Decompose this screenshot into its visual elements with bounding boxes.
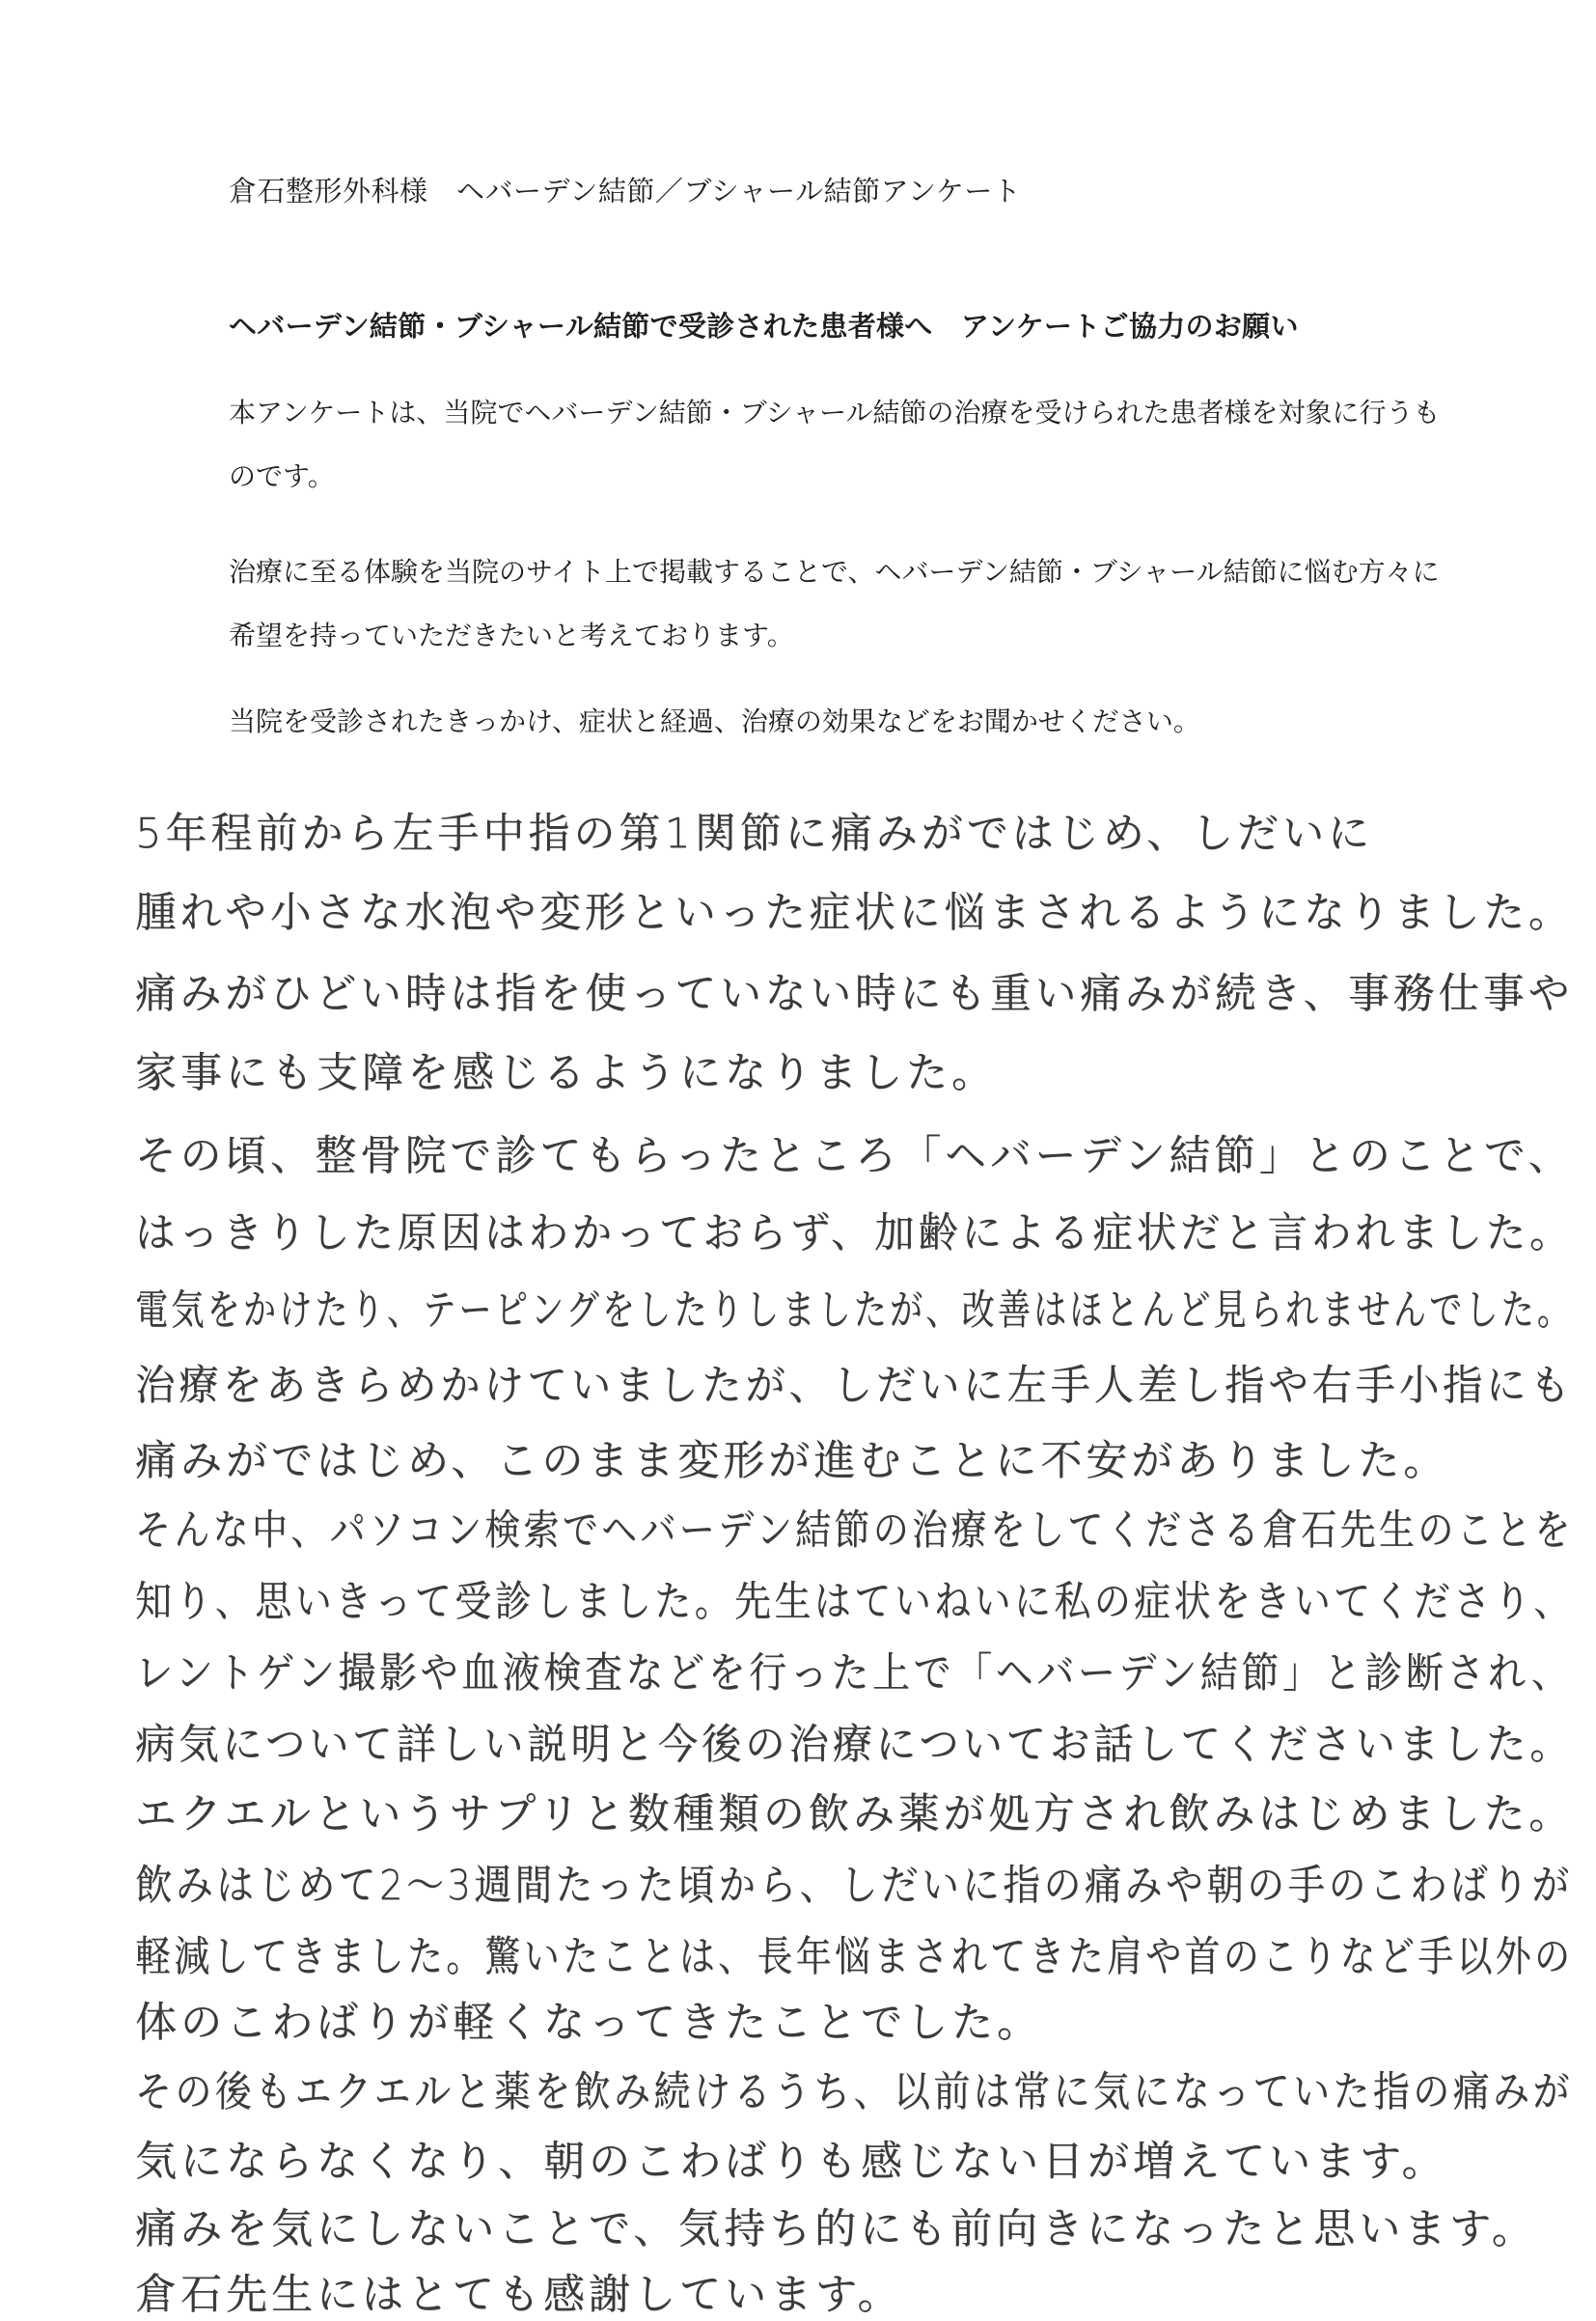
handwritten-line: 飲みはじめて2〜3週間たった頃から、しだいに指の痛みや朝の手のこわばりが: [135, 1862, 1573, 1910]
intro-paragraph-prompt: 当院を受診されたきっかけ、症状と経過、治療の効果などをお聞かせください。: [229, 705, 1200, 737]
handwritten-line: エクエルというサプリと数種類の飲み薬が処方され飲みはじめました。: [135, 1790, 1574, 1838]
handwritten-line: 痛みを気にしないことで、気持ち的にも前向きになったと思います。: [135, 2205, 1537, 2253]
handwritten-line: 体のこわばりが軽くなってきたことでした。: [135, 1999, 1042, 2047]
handwritten-line: 痛みがではじめ、このまま変形が進むことに不安がありました。: [135, 1437, 1449, 1485]
handwritten-line: 家事にも支障を感じるようになりました。: [135, 1049, 997, 1097]
handwritten-line: レントゲン撮影や血液検査などを行った上で「ヘバーデン結節」と診断され、: [135, 1649, 1573, 1698]
handwritten-line: 病気について詳しい説明と今後の治療についてお話してくださいました。: [135, 1721, 1574, 1769]
survey-header-title: 倉石整形外科様 ヘバーデン結節／ブシャール結節アンケート: [229, 175, 1022, 207]
handwritten-line: その後もエクエルと薬を飲み続けるうち、以前は常に気になっていた指の痛みが: [135, 2068, 1573, 2116]
handwritten-line: 治療をあきらめかけていましたが、しだいに左手人差し指や右手小指にも: [135, 1362, 1574, 1410]
handwritten-line: 電気をかけたり、テーピングをしたりしましたが、改善はほとんど見られませんでした。: [135, 1286, 1574, 1335]
handwritten-line: 5年程前から左手中指の第1関節に痛みがではじめ、しだいに: [135, 810, 1373, 858]
handwritten-line: 痛みがひどい時は指を使っていない時にも重い痛みが続き、事務仕事や: [135, 970, 1574, 1018]
intro-paragraph-aim: 治療に至る体験を当院のサイト上で掲載することで、ヘバーデン結節・ブシャール結節に悩む方々に希望を持っていただきたいと考えております。: [229, 556, 1440, 651]
handwritten-line: 腫れや小さな水泡や変形といった症状に悩まされるようになりました。: [135, 889, 1574, 937]
handwritten-line: 気にならなくなり、朝のこわばりも感じない日が増えています。: [135, 2138, 1447, 2186]
handwritten-line: 軽減してきました。驚いたことは、長年悩まされてきた肩や首のこりなど手以外の: [135, 1933, 1574, 1981]
handwritten-line: 知り、思いきって受診しました。先生はていねいに私の症状をきいてくださり、: [135, 1578, 1574, 1626]
handwritten-line: はっきりした原因はわかっておらず、加齢による症状だと言われました。: [135, 1209, 1574, 1257]
handwritten-line: そんな中、パソコン検索でヘバーデン結節の治療をしてくださる倉石先生のことを: [135, 1506, 1574, 1555]
request-heading: ヘバーデン結節・ブシャール結節で受診された患者様へ アンケートご協力のお願い: [229, 310, 1299, 343]
handwritten-line: その頃、整骨院で診てもらったところ「ヘバーデン結節」とのことで、: [135, 1132, 1574, 1180]
intro-paragraph-purpose: 本アンケートは、当院でヘバーデン結節・ブシャール結節の治療を受けられた患者様を対象に行うものです。: [229, 397, 1441, 492]
handwritten-line: 倉石先生にはとても感謝しています。: [135, 2271, 903, 2319]
